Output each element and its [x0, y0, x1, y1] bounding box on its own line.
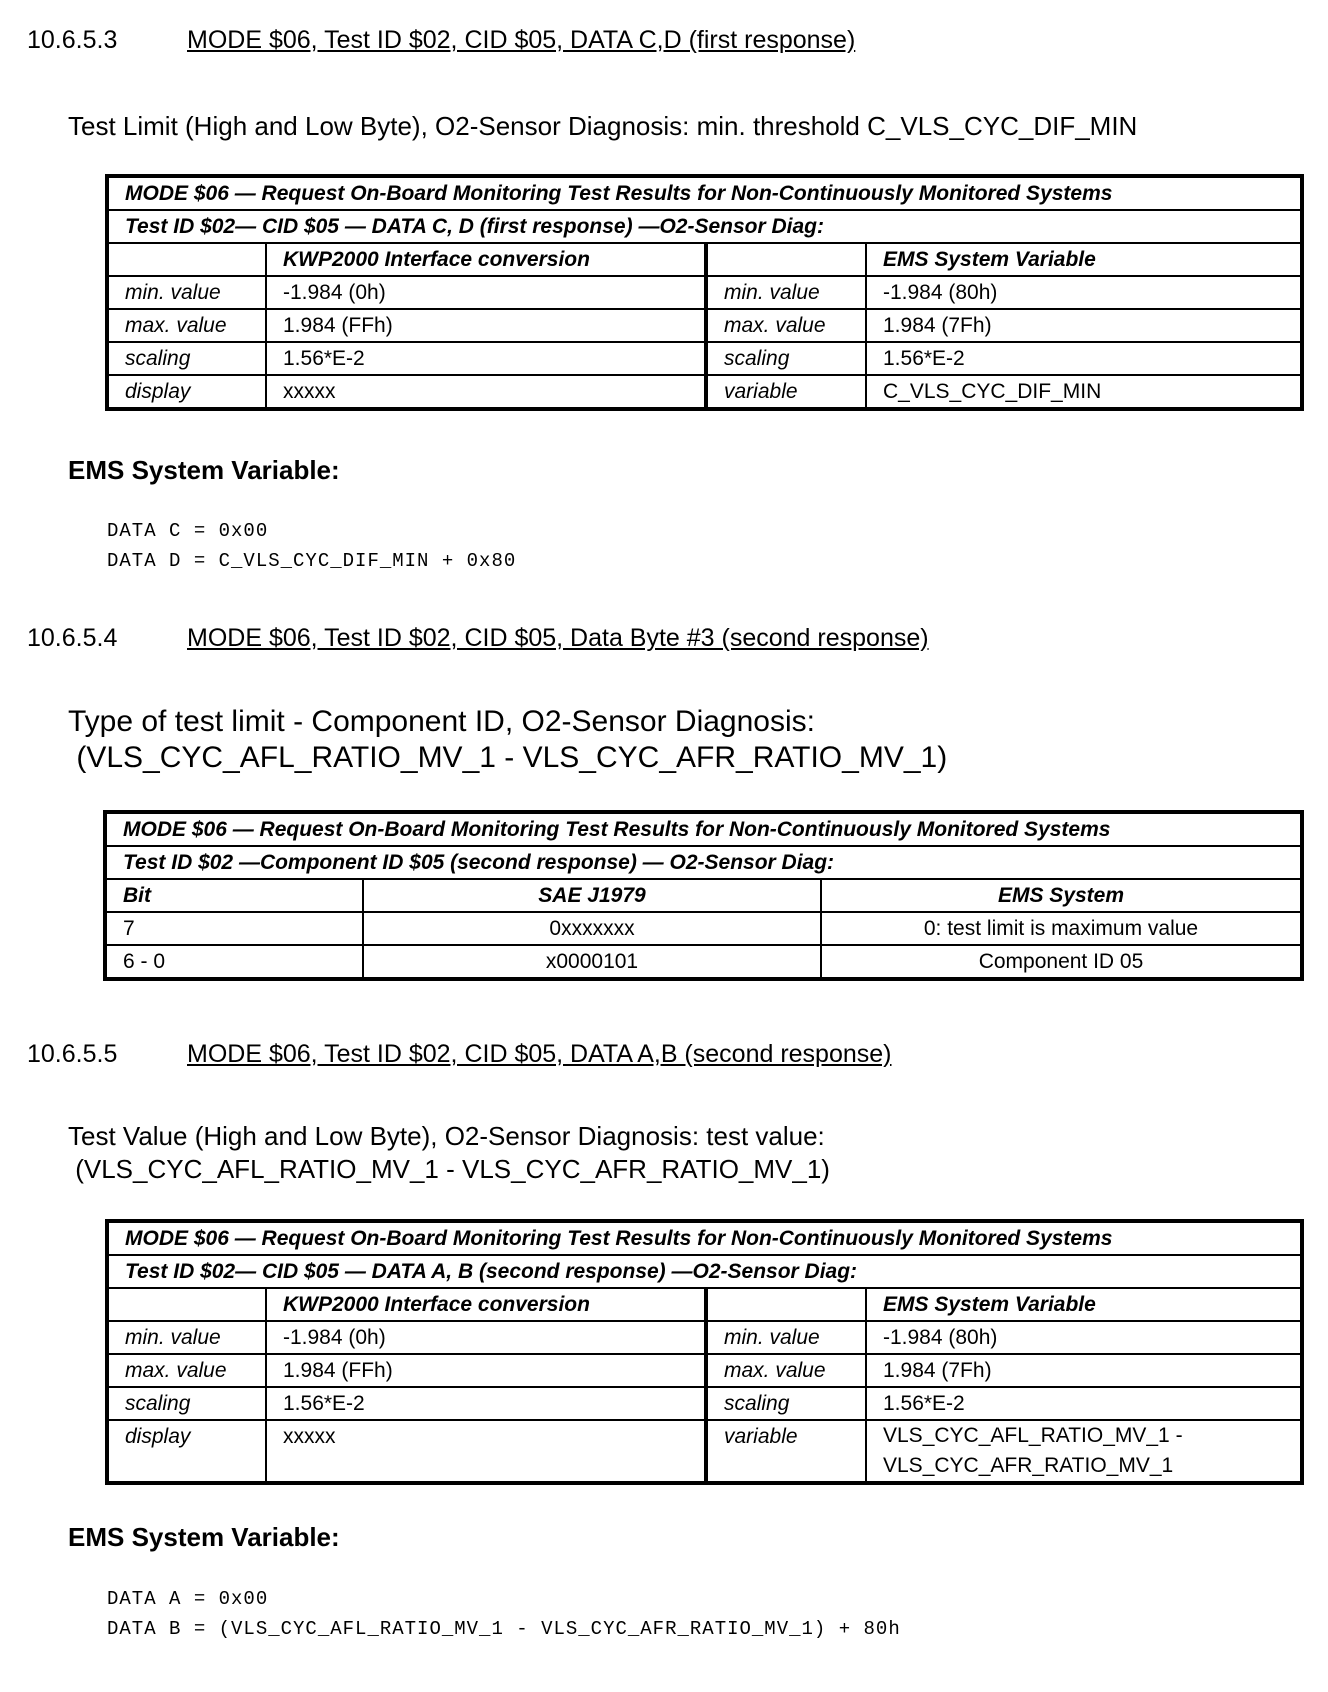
bit-cell: 7: [105, 912, 363, 945]
row-label: max. value: [706, 309, 866, 342]
code-block: [107, 1584, 901, 1644]
row-label: max. value: [107, 1354, 266, 1387]
column-header-bit: Bit: [105, 879, 363, 912]
spec-table-component-id: [103, 810, 1304, 981]
row-label: scaling: [706, 342, 866, 375]
section-number: 10.6.5.3: [27, 26, 118, 54]
row-label: min. value: [706, 1321, 866, 1354]
section-description: Test Limit (High and Low Byte), O2-Sensor Diagnosis: min. threshold C_VLS_CYC_DIF_MIN: [68, 111, 1138, 141]
row-value: 1.56*E-2: [866, 1387, 1302, 1420]
column-header-ems: EMS System: [821, 879, 1302, 912]
table-cell-empty: [107, 243, 266, 276]
section-number: 10.6.5.5: [27, 1040, 118, 1068]
row-value: -1.984 (80h): [866, 276, 1302, 309]
row-label: max. value: [706, 1354, 866, 1387]
row-value: xxxxx: [266, 1420, 706, 1483]
column-header-ems: EMS System Variable: [866, 243, 1302, 276]
column-header-kwp2000: KWP2000 Interface conversion: [266, 1288, 706, 1321]
table-header-test-id: Test ID $02 —Component ID $05 (second response) — O2-Sensor Diag:: [105, 846, 1302, 879]
table-row: [105, 912, 1302, 945]
row-value: 1.984 (FFh): [266, 309, 706, 342]
row-label: min. value: [706, 276, 866, 309]
table-row: [107, 309, 1302, 342]
row-value: 1.56*E-2: [266, 1387, 706, 1420]
section-title: MODE $06, Test ID $02, CID $05, Data Byte #3 (second response): [187, 624, 929, 652]
code-block: [107, 516, 516, 576]
row-value: -1.984 (0h): [266, 276, 706, 309]
bit-cell: 6 - 0: [105, 945, 363, 979]
row-value: 1.984 (7Fh): [866, 309, 1302, 342]
row-label: scaling: [107, 342, 266, 375]
table-row: [107, 1420, 1302, 1483]
section-description: Type of test limit - Component ID, O2-Sensor Diagnosis: (VLS_CYC_AFL_RATIO_MV_1 - VLS_CYC_AFR_RATIO_MV_1): [68, 705, 948, 774]
table-row: [105, 945, 1302, 979]
section-heading-10-6-5-4: [27, 624, 929, 653]
table-row: [107, 1387, 1302, 1420]
ems-variable-heading: EMS System Variable:: [68, 455, 340, 485]
table-cell-empty: [107, 1288, 266, 1321]
row-value: 1.984 (FFh): [266, 1354, 706, 1387]
section-number: 10.6.5.4: [27, 624, 118, 652]
spec-table-data-ab: [105, 1219, 1304, 1485]
row-label: scaling: [706, 1387, 866, 1420]
row-label: min. value: [107, 1321, 266, 1354]
row-value: -1.984 (0h): [266, 1321, 706, 1354]
row-label: scaling: [107, 1387, 266, 1420]
row-label: variable: [706, 1420, 866, 1483]
ems-cell: 0: test limit is maximum value: [821, 912, 1302, 945]
row-value: xxxxx: [266, 375, 706, 409]
section-title: MODE $06, Test ID $02, CID $05, DATA C,D (first response): [187, 26, 856, 54]
table-header-test-id: Test ID $02— CID $05 — DATA A, B (second response) —O2-Sensor Diag:: [107, 1255, 1302, 1288]
column-header-kwp2000: KWP2000 Interface conversion: [266, 243, 706, 276]
row-value: 1.56*E-2: [866, 342, 1302, 375]
spec-table-data-cd: [105, 174, 1304, 411]
table-row: [107, 342, 1302, 375]
row-value: VLS_CYC_AFL_RATIO_MV_1 - VLS_CYC_AFR_RATIO_MV_1: [866, 1420, 1302, 1483]
section-title: MODE $06, Test ID $02, CID $05, DATA A,B (second response): [187, 1040, 892, 1068]
table-header-mode: MODE $06 — Request On-Board Monitoring Test Results for Non-Continuously Monitored Systems: [107, 176, 1302, 210]
code-line: DATA A = 0x00: [107, 1588, 269, 1610]
table-header-test-id: Test ID $02— CID $05 — DATA C, D (first response) —O2-Sensor Diag:: [107, 210, 1302, 243]
code-line: DATA B = (VLS_CYC_AFL_RATIO_MV_1 - VLS_CYC_AFR_RATIO_MV_1) + 80h: [107, 1618, 901, 1640]
row-label: max. value: [107, 309, 266, 342]
code-line: DATA C = 0x00: [107, 520, 269, 542]
ems-cell: Component ID 05: [821, 945, 1302, 979]
sae-cell: x0000101: [363, 945, 821, 979]
table-cell-empty: [706, 1288, 866, 1321]
table-cell-empty: [706, 243, 866, 276]
table-header-mode: MODE $06 — Request On-Board Monitoring Test Results for Non-Continuously Monitored Systems: [105, 812, 1302, 846]
row-value: 1.56*E-2: [266, 342, 706, 375]
row-label: display: [107, 375, 266, 409]
column-header-sae: SAE J1979: [363, 879, 821, 912]
table-row: [107, 375, 1302, 409]
sae-cell: 0xxxxxxx: [363, 912, 821, 945]
table-row: [107, 1321, 1302, 1354]
table-header-mode: MODE $06 — Request On-Board Monitoring Test Results for Non-Continuously Monitored Systems: [107, 1221, 1302, 1255]
row-value: -1.984 (80h): [866, 1321, 1302, 1354]
table-row: [107, 1354, 1302, 1387]
row-value: 1.984 (7Fh): [866, 1354, 1302, 1387]
row-label: variable: [706, 375, 866, 409]
code-line: DATA D = C_VLS_CYC_DIF_MIN + 0x80: [107, 550, 517, 572]
row-value: C_VLS_CYC_DIF_MIN: [866, 375, 1302, 409]
section-heading-10-6-5-3: [27, 26, 855, 55]
ems-variable-heading: EMS System Variable:: [68, 1522, 340, 1552]
section-heading-10-6-5-5: [27, 1040, 892, 1069]
column-header-ems: EMS System Variable: [866, 1288, 1302, 1321]
row-label: min. value: [107, 276, 266, 309]
row-label: display: [107, 1420, 266, 1483]
section-description: Test Value (High and Low Byte), O2-Sensor Diagnosis: test value: (VLS_CYC_AFL_RATIO_MV_1 - VLS_CYC_AFR_RATIO_MV_1): [68, 1121, 830, 1184]
table-row: [107, 276, 1302, 309]
